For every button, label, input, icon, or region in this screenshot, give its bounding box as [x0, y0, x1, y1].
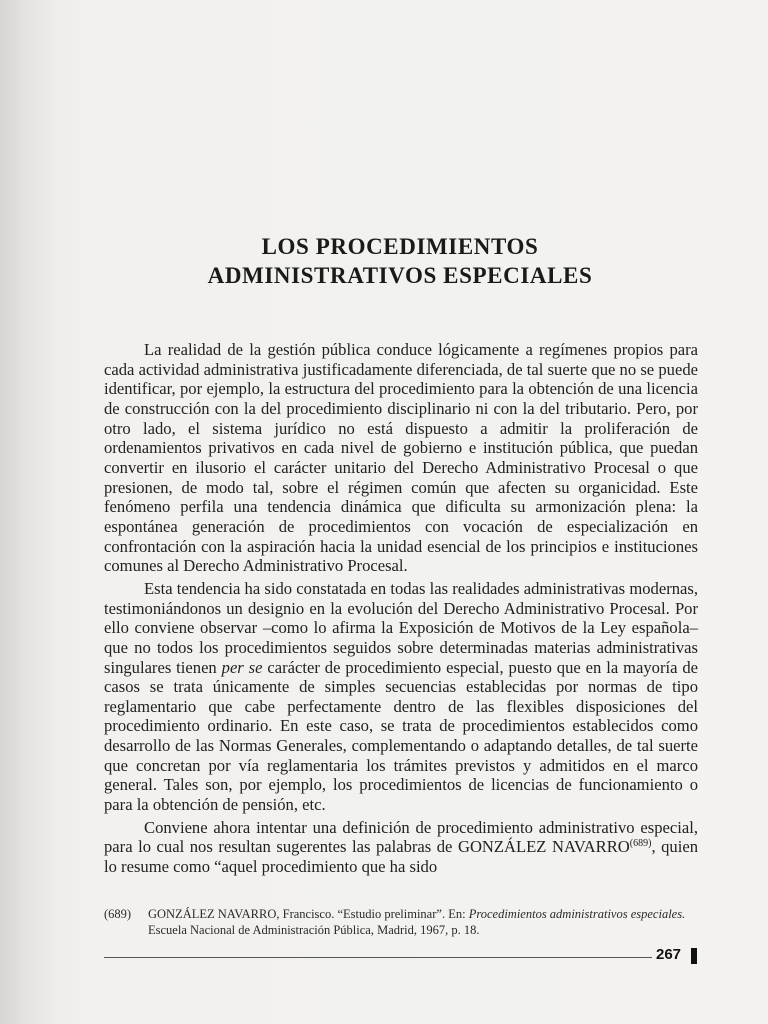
paragraph-2-text-b: carácter de procedimiento especial, puesto que en la mayoría de casos se trata únicamente de simples secuencias establecidas por normas de tipo reglamentario que cabe perfectamente dentro de las flexibles disposiciones del procedimiento ordinario. En este caso, se trata de procedimientos establecidos como desarrollo de las Normas Generales, complementando o adaptando detalles, de tal suerte que concretan por vía reglamentaria los trámites previstos y admitidos en el marco general. Tales son, por ejemplo, los procedimientos de licencias de funcionamiento o para la obtención de pensión, etc.	[104, 657, 699, 815]
footnote-text	[148, 906, 702, 938]
chapter-title-line-1: LOS PROCEDIMIENTOS	[261, 234, 539, 259]
paragraph-2-italic: per se	[221, 657, 263, 677]
footer-rule	[104, 957, 652, 958]
footnote-reference: (689)	[629, 838, 652, 850]
page-number: 267	[656, 946, 682, 963]
footnote	[104, 906, 702, 938]
body-text	[104, 340, 698, 877]
footnote-text-a: GONZÁLEZ NAVARRO, Francisco. “Estudio preliminar”. En:	[148, 907, 469, 921]
footnote-number: (689)	[104, 907, 132, 921]
footnote-text-b: Escuela Nacional de Administración Pública, Madrid, 1967, p. 18.	[148, 923, 480, 937]
paragraph-3-text-a: Conviene ahora intentar una definición de procedimiento administrativo especial, para lo cual nos resultan sugerentes las palabras de GONZÁLEZ NAVARRO	[104, 817, 698, 857]
paragraph-2	[104, 579, 698, 815]
chapter-title-line-2: ADMINISTRATIVOS ESPECIALES	[207, 263, 593, 288]
paragraph-2-text-a: Esta tendencia ha sido constatada en todas las realidades administrativas modernas, testimoniándonos un designio en la evolución del Derecho Administrativo Procesal. Por ello conviene observar –como lo afirma la Exposición de Motivos de la Ley española– que no todos los procedimientos seguidos sobre determinadas materias administrativas singulares tienen	[104, 578, 698, 677]
paragraph-3-text-b: , quien lo resume como “aquel procedimiento que ha sido	[104, 837, 698, 877]
paragraph-1: La realidad de la gestión pública conduce lógicamente a regímenes propios para cada actividad administrativa justificadamente diferenciada, de tal suerte que no se puede identificar, por ejemplo, la estructura del procedimiento para la obtención de una licencia de construcción con la del procedimiento disciplinario ni con la del tributario. Pero, por otro lado, el sistema jurídico no está dispuesto a admitir la proliferación de ordenamientos privativos en cada nivel de gobierno e institución pública, que puedan convertir en ilusorio el carácter unitario del Derecho Administrativo Procesal o que presionen, de modo tal, sobre el régimen común que afecten su organicidad. Este fenómeno perfila una tendencia dinámica que dificulta su armonización plena: la espontánea generación de procedimientos con vocación de especialización en confrontación con la aspiración hacia la unidad esencial de los principios e instituciones comunes al Derecho Administrativo Procesal.	[104, 340, 698, 576]
page-number-marker	[691, 948, 697, 964]
paragraph-3	[104, 818, 698, 877]
footnote-italic: Procedimientos administrativos especiales.	[468, 907, 686, 921]
chapter-title	[130, 232, 670, 290]
